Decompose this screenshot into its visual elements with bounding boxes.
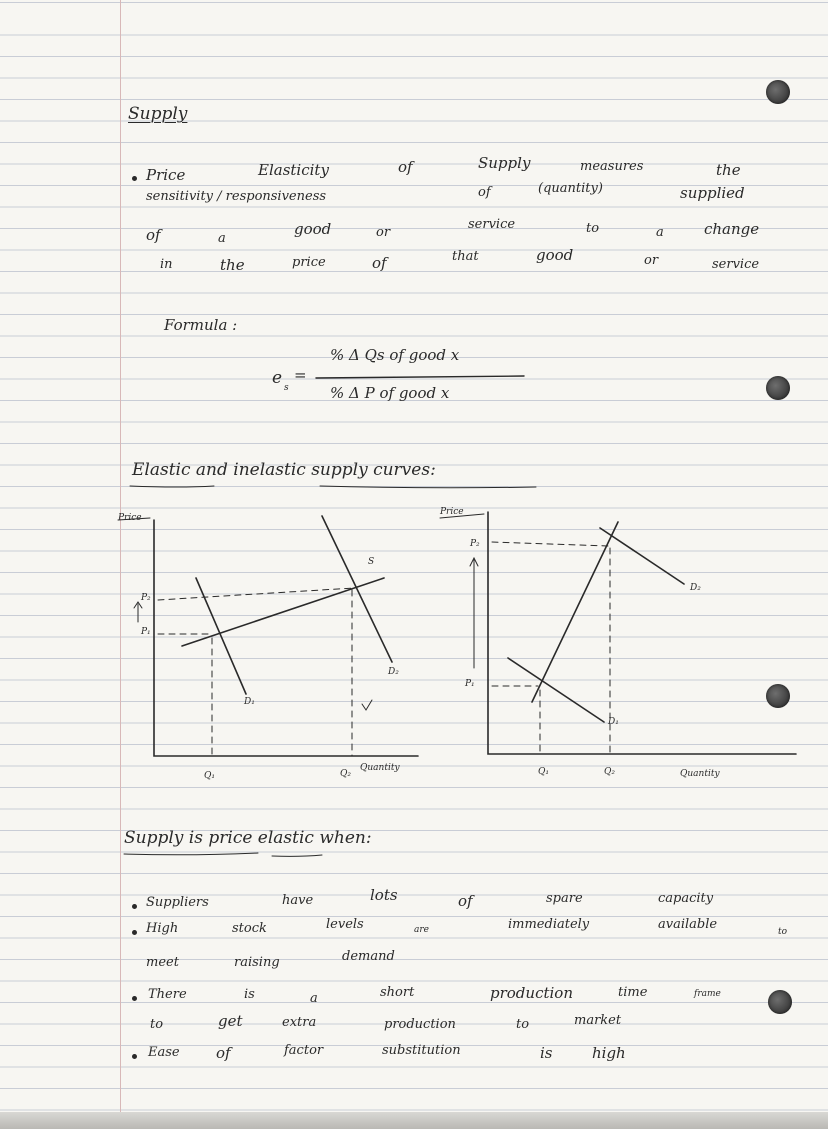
word: frame [694,989,721,999]
word: of [458,892,473,910]
right-p2-label: P₂ [470,539,480,549]
word: is [540,1044,553,1062]
word: get [218,1012,243,1030]
word: immediately [508,917,590,932]
word: supplied [680,184,745,202]
elastic-when-heading: Supply is price elastic when: [124,828,372,848]
word: to [516,1017,530,1032]
word: good [294,220,332,238]
left-d1-label: D₁ [244,697,255,707]
left-diagram-lines [118,513,418,756]
word: production [490,984,573,1002]
right-demand-d1 [508,658,604,722]
paper-bottom-edge [0,1112,828,1129]
word: levels [326,917,364,932]
right-diagram-lines [440,512,796,754]
supply-underline [320,486,536,488]
word: is [244,987,255,1002]
price-underline [272,855,322,856]
word: measures [580,159,644,174]
right-axis-tick [440,514,484,518]
word: of [398,158,413,176]
right-y-axis-label: Price [440,507,464,517]
word: There [148,987,187,1002]
word: the [220,256,245,274]
right-supply-curve [532,522,618,702]
left-axis-tick [118,518,150,520]
formula-denominator: % Δ P of good x [330,384,450,402]
left-p2-label: P₂ [141,593,151,603]
word: extra [282,1015,317,1030]
left-supply-label: S [368,557,375,567]
word: a [310,991,318,1006]
word: high [592,1044,626,1062]
word: substitution [382,1043,461,1058]
word: the [716,161,741,179]
word: are [414,925,429,935]
left-price-arrow [134,602,142,622]
right-d2-label: D₂ [690,583,701,593]
page-title: Supply [128,104,188,124]
formula-lhs-subscript: s [284,383,289,393]
left-supply-curve [182,578,384,646]
left-demand-d2 [322,516,392,662]
formula-numerator: % Δ Qs of good x [330,346,460,364]
word: or [644,253,659,268]
word: to [778,927,788,937]
left-y-axis-label: Price [118,513,142,523]
word: meet [146,955,179,970]
word: (quantity) [538,181,603,196]
word: of [216,1044,231,1062]
elastic-underline [130,486,214,487]
word: or [376,225,391,240]
word: of [372,254,387,272]
word: Ease [148,1045,180,1060]
word: service [712,257,760,272]
word: market [574,1013,622,1028]
right-q2-label: Q₂ [604,767,615,777]
left-p1-label: P₁ [141,627,151,637]
word: capacity [658,891,714,906]
word: spare [546,891,583,906]
word: short [380,985,415,1000]
word: to [150,1017,164,1032]
formula-lhs: e [272,368,283,388]
word: production [384,1017,456,1032]
right-p2-guide [492,542,608,546]
word: in [160,257,173,272]
word: to [586,221,600,236]
supply-is-underline [124,853,258,855]
left-q1-label: Q₁ [204,771,215,781]
word: have [282,893,314,908]
left-axes [154,520,418,756]
word: High [146,921,179,936]
word: Supply [478,154,531,172]
word: a [218,231,226,246]
word: demand [342,949,395,964]
right-demand-d2 [600,528,684,584]
curves-heading: Elastic and inelastic supply curves: [132,460,436,480]
word: of [146,226,161,244]
word: raising [234,955,280,970]
word: Elasticity [258,161,329,179]
word: that [452,249,479,264]
right-axes [488,512,796,754]
word: good [536,246,574,264]
left-stray-mark [362,700,372,710]
word: available [658,917,718,932]
right-x-axis-label: Quantity [680,769,720,779]
word: factor [284,1043,324,1058]
formula-fraction-bar [316,376,524,378]
word: stock [232,921,267,936]
word: time [618,985,648,1000]
right-q1-label: Q₁ [538,767,549,777]
right-price-arrow [470,558,478,668]
formula-equals: = [294,366,307,384]
left-d2-label: D₂ [388,667,399,677]
word: of [478,185,491,200]
left-q2-label: Q₂ [340,769,351,779]
right-p1-label: P₁ [465,679,475,689]
word: service [468,217,516,232]
word: a [656,225,664,240]
left-x-axis-label: Quantity [360,763,400,773]
word: change [704,220,760,238]
formula-label: Formula : [164,316,238,334]
word: lots [370,886,398,904]
word: Suppliers [146,895,209,910]
word: Price [146,166,186,184]
word: sensitivity / responsiveness [146,189,327,204]
word: price [292,255,326,270]
right-d1-label: D₁ [608,717,619,727]
